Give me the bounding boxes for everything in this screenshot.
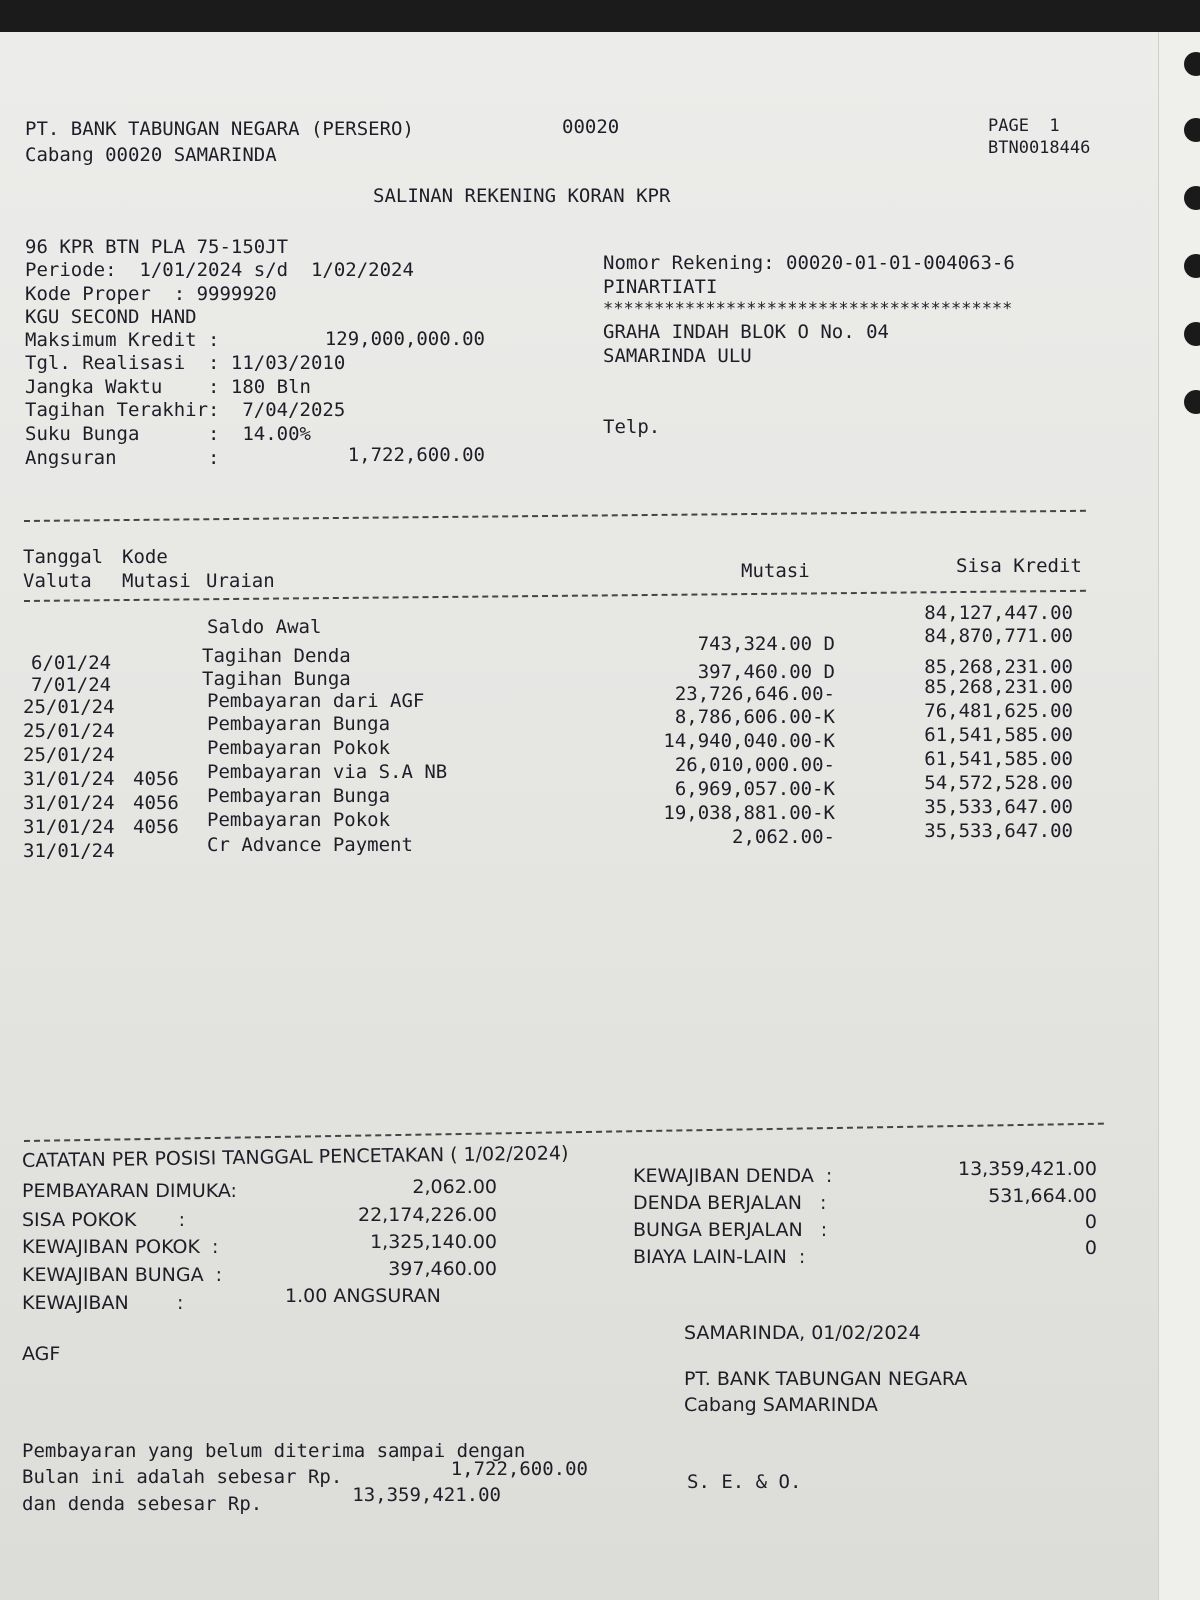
col-uraian-label: Uraian xyxy=(206,570,275,592)
address-line-1: GRAHA INDAH BLOK O No. 04 xyxy=(603,321,889,343)
summary-label: SISA POKOK : xyxy=(22,1209,186,1231)
row-sisa-kredit: 54,572,528.00 xyxy=(924,772,1073,794)
row-uraian: Pembayaran dari AGF xyxy=(207,690,425,712)
row-mutasi: 26,010,000.00- xyxy=(674,754,835,776)
angsuran-value: 1,722,600.00 xyxy=(347,444,485,466)
col-mutasi-label: Mutasi xyxy=(741,560,810,582)
row-date: 31/01/24 xyxy=(23,792,115,814)
row-sisa-kredit: 84,870,771.00 xyxy=(924,625,1073,647)
row-uraian: Pembayaran Bunga xyxy=(207,785,391,807)
summary-label: KEWAJIBAN POKOK : xyxy=(22,1236,219,1258)
row-sisa-kredit: 61,541,585.00 xyxy=(924,748,1073,770)
row-sisa-kredit: 61,541,585.00 xyxy=(924,724,1073,746)
summary-value: 397,460.00 xyxy=(388,1258,497,1280)
row-kode: 4056 xyxy=(133,768,179,790)
row-date: 7/01/24 xyxy=(31,674,112,696)
row-date: 6/01/24 xyxy=(31,652,112,674)
agf-label: AGF xyxy=(22,1343,61,1365)
row-sisa-kredit: 85,268,231.00 xyxy=(924,676,1073,698)
product-name: 96 KPR BTN PLA 75-150JT xyxy=(25,236,289,258)
row-uraian: Pembayaran Pokok xyxy=(207,737,391,759)
kode-proper: Kode Proper : 9999920 xyxy=(25,283,277,305)
row-mutasi: 397,460.00 D xyxy=(697,661,835,683)
summary-value: 13,359,421.00 xyxy=(957,1158,1097,1180)
summary-label: BUNGA BERJALAN : xyxy=(633,1219,828,1241)
reference-number: BTN0018446 xyxy=(988,138,1091,158)
row-mutasi: 19,038,881.00-K xyxy=(663,802,835,824)
row-mutasi: 2,062.00- xyxy=(732,826,835,848)
row-sisa-kredit: 35,533,647.00 xyxy=(924,820,1073,842)
row-date: 31/01/24 xyxy=(23,816,115,838)
summary-value: 531,664.00 xyxy=(988,1185,1097,1207)
row-mutasi: 743,324.00 D xyxy=(697,633,835,655)
col-sisa-kredit-label: Sisa Kredit xyxy=(956,555,1082,577)
summary-value: 2,062.00 xyxy=(412,1176,497,1198)
row-date: 25/01/24 xyxy=(23,744,115,766)
place-date: SAMARINDA, 01/02/2024 xyxy=(684,1322,921,1344)
document-title: SALINAN REKENING KORAN KPR xyxy=(373,185,671,207)
row-date: 25/01/24 xyxy=(23,696,115,718)
footer-bank-name: PT. BANK TABUNGAN NEGARA xyxy=(684,1368,968,1390)
row-uraian: Cr Advance Payment xyxy=(207,834,413,856)
row-mutasi: 8,786,606.00-K xyxy=(674,706,835,728)
saldo-awal-label: Saldo Awal xyxy=(207,616,322,638)
kgu-type: KGU SECOND HAND xyxy=(25,306,197,328)
scan-top-border xyxy=(0,0,1200,32)
kewajiban-value: 1.00 ANGSURAN xyxy=(285,1285,441,1307)
row-uraian: Pembayaran via S.A NB xyxy=(207,761,448,783)
payment-due-amount: 1,722,600.00 xyxy=(450,1458,588,1480)
row-sisa-kredit: 85,268,231.00 xyxy=(924,656,1073,678)
payment-note-line-2: Bulan ini adalah sebesar Rp. xyxy=(22,1466,343,1488)
row-mutasi: 6,969,057.00-K xyxy=(674,778,835,800)
address-line-2: SAMARINDA ULU xyxy=(603,345,752,367)
summary-value: 0 xyxy=(1084,1237,1097,1259)
page-number: PAGE 1 xyxy=(988,116,1060,136)
row-sisa-kredit: 76,481,625.00 xyxy=(924,700,1073,722)
summary-value: 0 xyxy=(1084,1211,1097,1233)
saldo-awal-value: 84,127,447.00 xyxy=(924,602,1073,624)
branch-code: 00020 xyxy=(562,116,620,138)
summary-label: KEWAJIBAN DENDA : xyxy=(633,1165,833,1187)
summary-value: 1,325,140.00 xyxy=(370,1231,497,1253)
col-tanggal-label: Tanggal xyxy=(23,546,104,568)
penalty-amount: 13,359,421.00 xyxy=(352,1484,501,1506)
row-uraian: Tagihan Bunga xyxy=(202,668,351,690)
jangka-waktu: Jangka Waktu : 180 Bln xyxy=(25,376,311,398)
row-date: 25/01/24 xyxy=(23,720,115,742)
periode: Periode: 1/01/2024 s/d 1/02/2024 xyxy=(25,259,414,281)
row-uraian: Pembayaran Bunga xyxy=(207,713,391,735)
tagihan-terakhir: Tagihan Terakhir: 7/04/2025 xyxy=(25,399,346,421)
summary-label: DENDA BERJALAN : xyxy=(633,1192,827,1214)
row-date: 31/01/24 xyxy=(23,840,115,862)
col-mutasi-code-label: Mutasi xyxy=(122,570,191,592)
maks-kredit-value: 129,000,000.00 xyxy=(324,328,485,350)
branch-name: Cabang 00020 SAMARINDA xyxy=(25,144,277,166)
row-mutasi: 14,940,040.00-K xyxy=(663,730,835,752)
row-date: 31/01/24 xyxy=(23,768,115,790)
summary-label: KEWAJIBAN BUNGA : xyxy=(22,1264,223,1286)
seo-note: S. E. & O. xyxy=(687,1471,802,1493)
tgl-realisasi: Tgl. Realisasi : 11/03/2010 xyxy=(25,352,346,374)
row-kode: 4056 xyxy=(133,816,179,838)
kewajiban-label: KEWAJIBAN : xyxy=(22,1292,184,1314)
row-uraian: Tagihan Denda xyxy=(202,645,351,667)
row-mutasi: 23,726,646.00- xyxy=(674,683,835,705)
summary-title: CATATAN PER POSISI TANGGAL PENCETAKAN ( 1/02/2024) xyxy=(21,1142,569,1172)
masked-line: **************************************** xyxy=(603,299,1013,319)
footer-branch: Cabang SAMARINDA xyxy=(684,1394,878,1416)
suku-bunga: Suku Bunga : 14.00% xyxy=(25,423,311,445)
account-holder-name: PINARTIATI xyxy=(603,276,718,298)
summary-label: PEMBAYARAN DIMUKA: xyxy=(22,1180,237,1202)
payment-note-line-3: dan denda sebesar Rp. xyxy=(22,1493,263,1515)
angsuran-label: Angsuran : xyxy=(25,447,220,469)
row-kode: 4056 xyxy=(133,792,179,814)
maks-kredit-label: Maksimum Kredit : xyxy=(25,329,220,351)
summary-label: BIAYA LAIN-LAIN : xyxy=(633,1246,806,1268)
telephone-label: Telp. xyxy=(603,416,661,438)
col-valuta-label: Valuta xyxy=(23,570,92,592)
nomor-rekening: Nomor Rekening: 00020-01-01-004063-6 xyxy=(603,252,1015,274)
payment-note-line-1: Pembayaran yang belum diterima sampai dengan xyxy=(22,1440,526,1462)
bank-name: PT. BANK TABUNGAN NEGARA (PERSERO) xyxy=(25,118,414,140)
summary-value: 22,174,226.00 xyxy=(357,1204,497,1226)
col-kode-label: Kode xyxy=(122,546,168,568)
row-uraian: Pembayaran Pokok xyxy=(207,809,391,831)
row-sisa-kredit: 35,533,647.00 xyxy=(924,796,1073,818)
